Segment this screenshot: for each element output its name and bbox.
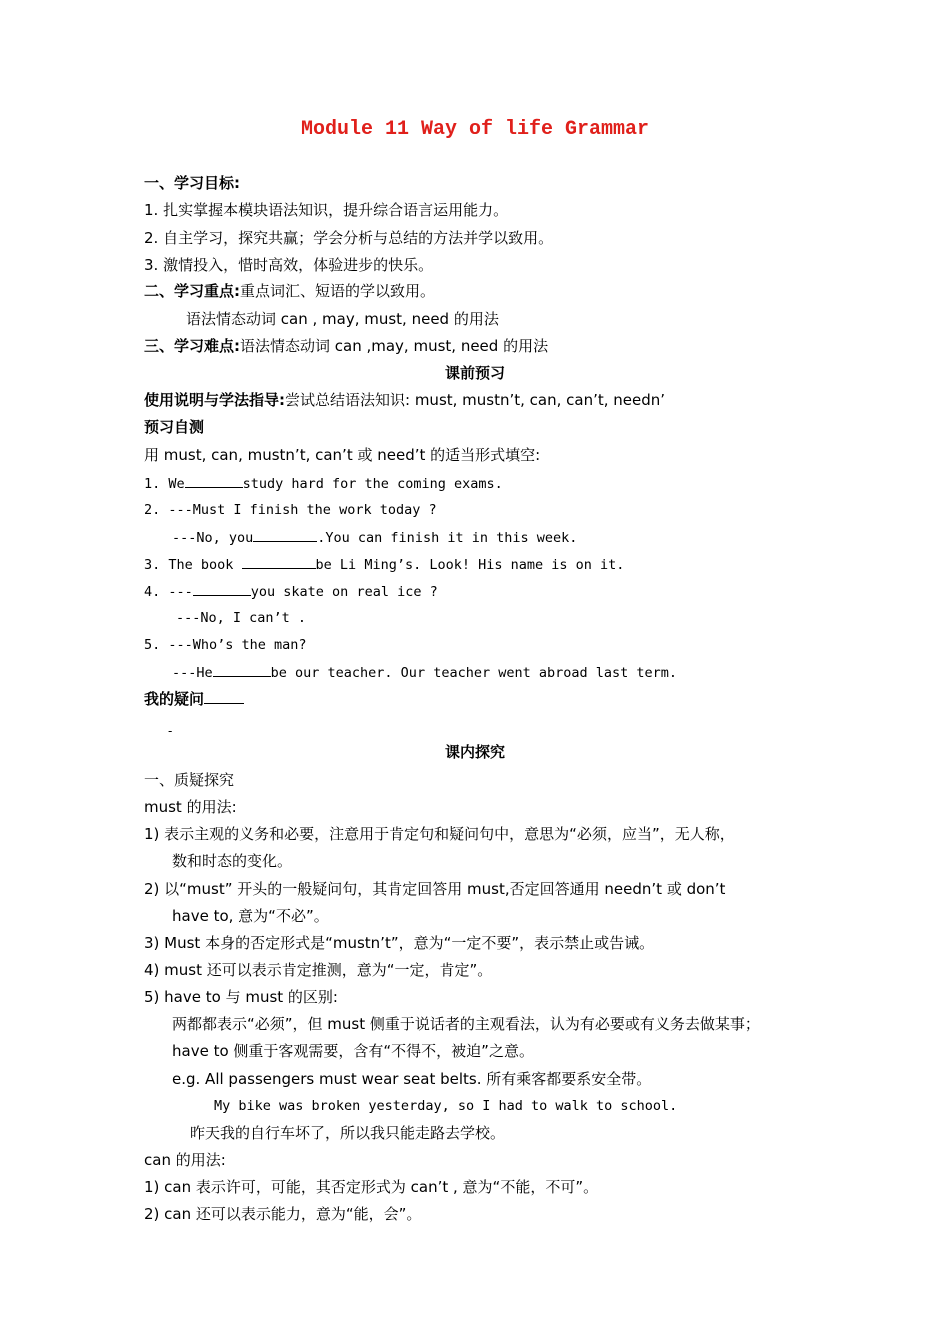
q2-text-end: .You can finish it in this week. (317, 530, 578, 546)
question-4-answer: ---No, I can’t . (176, 610, 307, 626)
can-item: 1) can 表示许可，可能，其否定形式为 can’t , 意为“不能，不可”。 (144, 1178, 599, 1196)
selftest-heading: 预习自测 (144, 418, 205, 436)
must-item-cont: 数和时态的变化。 (172, 852, 293, 870)
must-item-cont: 两都都表示“必须”，但 must 侧重于说话者的主观看法，认为有必要或有义务去做某事； (172, 1015, 760, 1033)
example-translation: 昨天我的自行车坏了，所以我只能走路去学校。 (190, 1124, 506, 1142)
answer-blank[interactable] (253, 527, 317, 542)
question-1 (144, 473, 503, 494)
q3-text: 3. The book (144, 557, 234, 573)
must-item-cont: have to 侧重于客观需要，含有“不得不，被迫”之意。 (172, 1042, 534, 1060)
must-item: 5) have to 与 must 的区别: (144, 988, 338, 1006)
goal-item: 3. 激情投入，惜时高效，体验进步的快乐。 (144, 256, 434, 274)
question-5: 5. ---Who’s the man? (144, 637, 307, 653)
exercise-instruction: 用 must, can, mustn’t, can’t 或 need’t 的适当形式填空: (144, 446, 541, 464)
focus-grammar: 语法情态动词 can , may, must, need 的用法 (186, 310, 499, 328)
example-sentence: e.g. All passengers must wear seat belts. 所有乘客都要系安全带。 (172, 1070, 652, 1088)
q4-text: 4. --- (144, 584, 193, 600)
focus-line (144, 281, 435, 301)
can-item: 2) can 还可以表示能力，意为“能，会”。 (144, 1205, 422, 1223)
q1-text-end: study hard for the coming exams. (242, 476, 503, 492)
guide-text: 尝试总结语法知识: must, mustn’t, can, can’t, needn’ (285, 391, 666, 409)
q2-text: ---No, you (172, 530, 254, 546)
must-item: 1) 表示主观的义务和必要，注意用于肯定句和疑问句中，意思为“必须，应当”，无人称， (144, 825, 735, 843)
guide-label: 使用说明与学法指导: (144, 391, 285, 409)
document-title: Module 11 Way of life Grammar (300, 118, 650, 141)
inquiry-heading: 一、质疑探究 (144, 771, 235, 789)
question-3 (144, 554, 624, 575)
q5-text: ---He (172, 665, 213, 681)
answer-blank[interactable] (185, 473, 243, 488)
question-blank[interactable] (204, 689, 244, 704)
q4-text-end: you skate on real ice ? (250, 584, 438, 600)
goal-item: 2. 自主学习，探究共赢；学会分析与总结的方法并学以致用。 (144, 229, 554, 247)
must-item: 4) must 还可以表示肯定推测，意为“一定，肯定”。 (144, 961, 493, 979)
difficulty-text: 语法情态动词 can ,may, must, need 的用法 (240, 337, 549, 355)
focus-label: 二、学习重点: (144, 282, 240, 300)
question-2-answer (172, 527, 577, 548)
answer-blank[interactable] (213, 662, 271, 677)
q5-text-end: be our teacher. Our teacher went abroad last term. (270, 665, 678, 681)
question-5-answer (172, 662, 677, 683)
my-question-label: 我的疑问 (144, 690, 205, 708)
difficulty-line (144, 336, 548, 356)
my-question (144, 689, 244, 709)
q1-text: 1. We (144, 476, 185, 492)
preview-heading: 课前预习 (444, 364, 505, 382)
goals-heading: 一、学习目标: (144, 174, 240, 192)
must-item-cont: have to, 意为“不必”。 (172, 907, 329, 925)
example-sentence: My bike was broken yesterday, so I had to walk to school. (214, 1098, 678, 1114)
answer-blank[interactable] (242, 554, 316, 569)
question-2: 2. ---Must I finish the work today ? (144, 502, 437, 518)
must-usage-label: must 的用法: (144, 798, 237, 816)
goal-item: 1. 扎实掌握本模块语法知识，提升综合语言运用能力。 (144, 201, 509, 219)
difficulty-label: 三、学习难点: (144, 337, 240, 355)
stray-dash: - (168, 724, 173, 738)
answer-blank[interactable] (193, 581, 251, 596)
q3-text-end: be Li Ming’s. Look! His name is on it. (315, 557, 625, 573)
can-usage-label: can 的用法: (144, 1151, 226, 1169)
guide-line (144, 390, 665, 410)
question-4 (144, 581, 438, 602)
inclass-heading: 课内探究 (444, 743, 505, 761)
focus-text: 重点词汇、短语的学以致用。 (240, 282, 436, 300)
must-item: 3) Must 本身的否定形式是“mustn’t”，意为“一定不要”，表示禁止或告诫。 (144, 934, 655, 952)
must-item: 2) 以“must” 开头的一般疑问句，其肯定回答用 must,否定回答通用 needn’t 或 don’t (144, 880, 726, 898)
